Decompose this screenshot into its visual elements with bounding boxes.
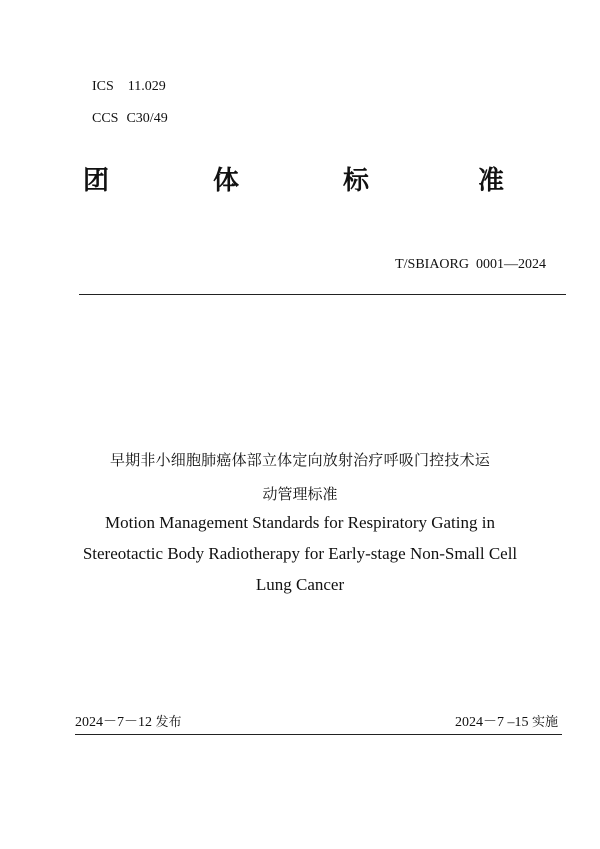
- publish-label: 发布: [155, 715, 182, 730]
- standard-type-char: 体: [213, 166, 240, 196]
- ics-classification: [92, 79, 166, 95]
- title-en-line-2: Stereotactic Body Radiotherapy for Early-stage Non-Small Cell: [82, 544, 518, 563]
- ccs-label: CCS: [92, 111, 119, 126]
- title-en-line-3: Lung Cancer: [255, 575, 345, 594]
- ccs-code: C30/49: [126, 111, 168, 126]
- top-divider: [79, 294, 566, 295]
- standard-type-char: 标: [343, 166, 370, 196]
- standard-type-char: 团: [83, 166, 110, 196]
- standard-type-char: 准: [478, 166, 505, 196]
- title-cn-line-2: 动管理标准: [262, 485, 338, 503]
- implement-date: [455, 711, 558, 731]
- bottom-divider: [75, 734, 562, 735]
- implement-date-value: 2024－7 –15: [454, 715, 529, 730]
- publish-date-value: 2024－7－12: [75, 715, 152, 730]
- publish-date: [75, 711, 182, 731]
- ccs-classification: [92, 111, 168, 127]
- standard-number: T/SBIAORG 0001—2024: [395, 257, 546, 272]
- title-en-line-1: Motion Management Standards for Respiratory Gating in: [105, 513, 495, 532]
- title-cn-line-1: 早期非小细胞肺癌体部立体定向放射治疗呼吸门控技术运: [109, 451, 490, 469]
- ics-label: ICS: [92, 79, 114, 94]
- ics-code: 11.029: [127, 79, 166, 94]
- implement-label: 实施: [531, 715, 558, 730]
